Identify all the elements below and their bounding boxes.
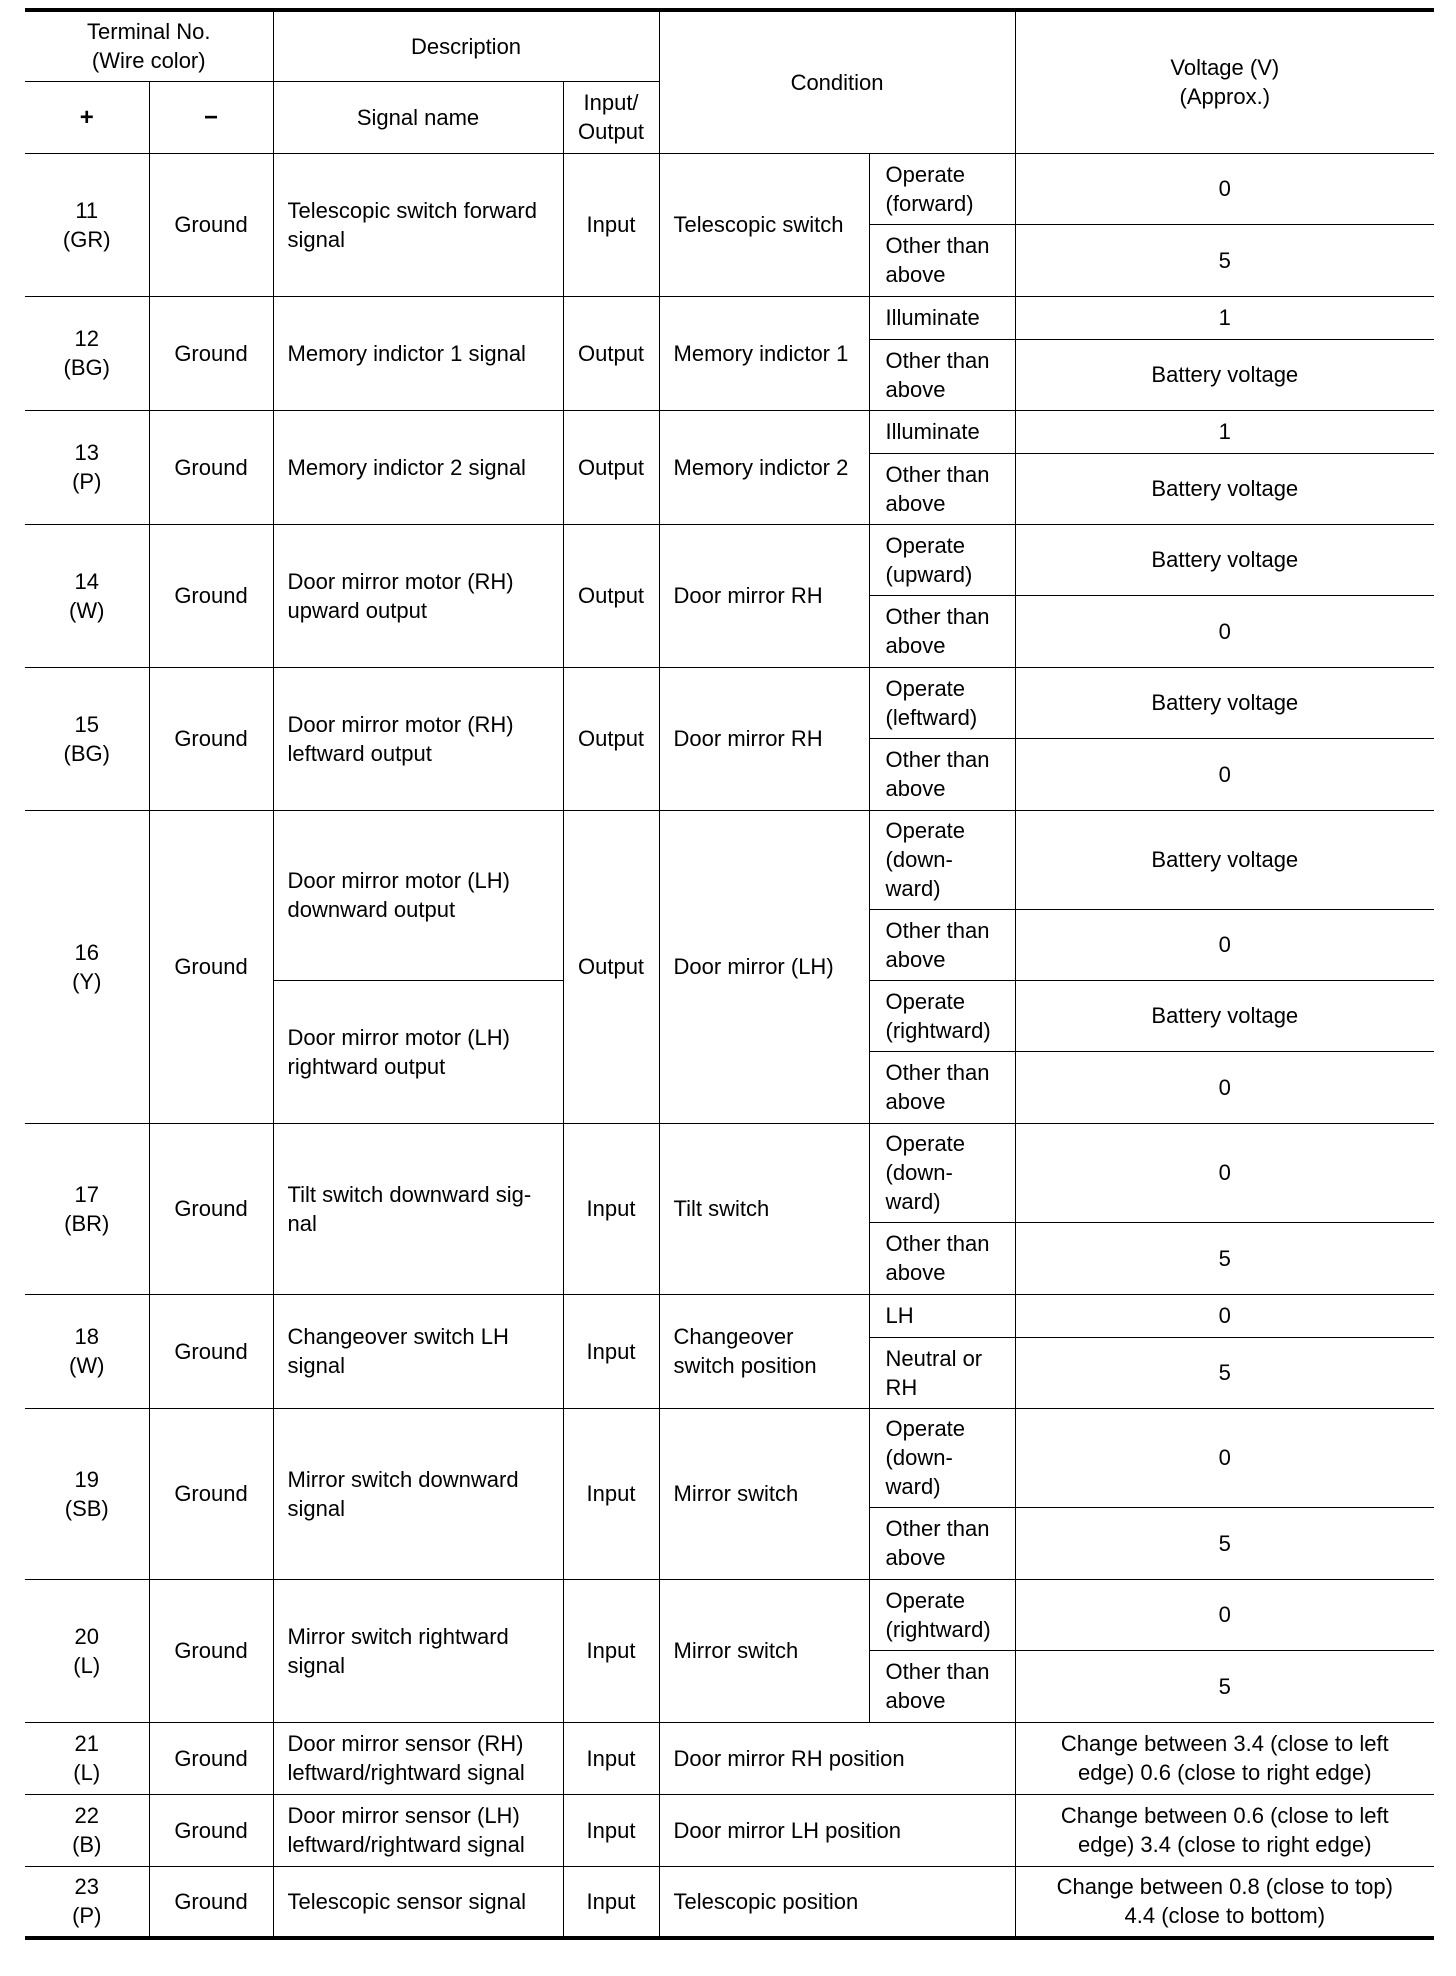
condition-state-cell — [869, 296, 1015, 339]
terminal-number: 18 — [74, 1324, 99, 1349]
terminal-spec-table — [25, 8, 1434, 1940]
condition-state-cell — [869, 738, 1015, 810]
voltage-value: 5 — [1218, 247, 1231, 273]
condition-state-line: Operate — [885, 818, 966, 843]
signal-name-line: Door mirror motor (LH) — [287, 868, 510, 893]
input-output-cell: Input — [563, 1794, 659, 1866]
voltage-cell — [1015, 738, 1434, 810]
condition-state-line: RH — [885, 1374, 918, 1400]
table-row — [25, 810, 1434, 909]
signal-name-line: Door mirror sensor (RH) — [287, 1731, 524, 1756]
condition-state-line: above — [885, 1545, 946, 1570]
condition-state-cell — [869, 909, 1015, 980]
voltage-cell — [1015, 980, 1434, 1051]
condition-state-line: Other than — [885, 1231, 990, 1256]
condition-state-line: Operate — [885, 675, 966, 701]
voltage-value: 0 — [1218, 176, 1231, 201]
condition-state-line: above — [885, 262, 946, 287]
condition-cell — [659, 1794, 1015, 1866]
condition-state-cell — [869, 453, 1015, 524]
terminal-header — [25, 10, 273, 81]
condition-cell — [659, 1579, 869, 1722]
condition-state-cell — [869, 980, 1015, 1051]
condition-state-cell — [869, 1294, 1015, 1337]
voltage-value: 4.4 (close to bottom) — [1124, 1903, 1326, 1929]
voltage-cell — [1015, 810, 1434, 909]
condition-state-line: (rightward) — [885, 1616, 991, 1642]
ground-cell: Ground — [149, 1294, 273, 1408]
voltage-cell — [1015, 1866, 1434, 1938]
wire-color: (W) — [69, 1353, 105, 1378]
voltage-cell — [1015, 224, 1434, 296]
signal-name-cell — [273, 410, 563, 524]
signal-name-line: upward output — [287, 597, 427, 623]
condition-state-cell — [869, 1408, 1015, 1507]
voltage-value: 1 — [1218, 419, 1231, 444]
input-output-cell: Output — [563, 296, 659, 410]
condition-state-line: Operate — [885, 532, 966, 558]
condition-state-cell — [869, 224, 1015, 296]
ground-cell: Ground — [149, 296, 273, 410]
wire-color-header-label: (Wire color) — [91, 48, 206, 74]
terminal-cell — [25, 296, 149, 410]
signal-name-line: Door mirror motor (RH) — [287, 711, 514, 737]
condition-state-line: Other than — [885, 747, 990, 772]
signal-name-line: downward output — [287, 897, 456, 922]
voltage-value: 0 — [1218, 1160, 1231, 1185]
voltage-value: Battery voltage — [1151, 547, 1299, 572]
voltage-value: 0 — [1218, 1303, 1231, 1328]
condition-state-line: Other than — [885, 1516, 990, 1541]
condition-state-cell — [869, 410, 1015, 453]
condition-cell — [659, 1722, 1015, 1794]
signal-name-header: Signal name — [273, 81, 563, 153]
condition-line: Door mirror RH — [673, 583, 823, 608]
condition-line: Telescopic switch — [673, 212, 844, 237]
condition-state-line: above — [885, 490, 946, 516]
condition-state-line: Operate — [885, 1131, 966, 1156]
input-output-cell: Output — [563, 524, 659, 667]
voltage-cell — [1015, 1722, 1434, 1794]
ground-cell: Ground — [149, 1123, 273, 1294]
plus-header: + — [25, 81, 149, 153]
voltage-value: Change between 0.8 (close to top) — [1056, 1874, 1393, 1900]
terminal-cell — [25, 1294, 149, 1408]
voltage-value: 0 — [1218, 1602, 1231, 1627]
condition-header: Condition — [659, 10, 1015, 153]
condition-state-line: above — [885, 633, 946, 658]
signal-name-line: leftward/rightward signal — [287, 1760, 525, 1785]
condition-line: Door mirror RH position — [673, 1745, 905, 1771]
condition-state-cell — [869, 524, 1015, 595]
signal-name-line: Mirror switch rightward — [287, 1623, 509, 1649]
signal-name-cell — [273, 1866, 563, 1938]
voltage-header-label: Voltage (V) — [1170, 55, 1280, 81]
terminal-number: 21 — [74, 1731, 99, 1756]
terminal-cell — [25, 524, 149, 667]
condition-state-line: Operate — [885, 1587, 966, 1613]
ground-cell: Ground — [149, 1794, 273, 1866]
voltage-cell — [1015, 595, 1434, 667]
terminal-cell — [25, 153, 149, 296]
terminal-cell — [25, 410, 149, 524]
condition-state-line: (forward) — [885, 190, 974, 216]
terminal-number: 11 — [75, 197, 99, 223]
condition-line: Changeover — [673, 1324, 794, 1349]
condition-line: Memory indictor 1 — [673, 340, 849, 366]
condition-cell — [659, 1123, 869, 1294]
ground-cell: Ground — [149, 1579, 273, 1722]
condition-state-cell — [869, 1650, 1015, 1722]
signal-name-line: signal — [287, 226, 345, 252]
signal-name-line: Memory indictor 2 signal — [287, 454, 526, 480]
approx-header-label: (Approx.) — [1179, 84, 1271, 110]
voltage-cell — [1015, 1294, 1434, 1337]
input-output-cell: Input — [563, 1579, 659, 1722]
condition-state-line: Other than — [885, 1659, 990, 1684]
terminal-number: 16 — [74, 939, 99, 965]
condition-line: Mirror switch — [673, 1481, 799, 1506]
condition-state-cell — [869, 339, 1015, 410]
voltage-cell — [1015, 1408, 1434, 1507]
table-row — [25, 296, 1434, 339]
condition-state-line: Neutral or — [885, 1345, 983, 1371]
condition-state-line: (down- — [885, 1445, 953, 1470]
terminal-number: 20 — [74, 1623, 99, 1649]
condition-cell — [659, 1408, 869, 1579]
signal-name-cell — [273, 1123, 563, 1294]
ground-cell: Ground — [149, 410, 273, 524]
signal-name-line: Tilt switch downward sig- — [287, 1181, 532, 1207]
wire-color: (L) — [73, 1652, 101, 1678]
condition-line: Telescopic position — [673, 1888, 859, 1914]
signal-name-cell — [273, 1294, 563, 1408]
condition-state-line: Operate — [885, 161, 966, 187]
input-output-cell: Input — [563, 1866, 659, 1938]
signal-name-cell — [273, 1408, 563, 1579]
ground-cell: Ground — [149, 1408, 273, 1579]
signal-name-cell — [273, 1579, 563, 1722]
terminal-cell — [25, 1579, 149, 1722]
signal-name-line: Telescopic sensor signal — [287, 1888, 526, 1914]
voltage-value: 5 — [1218, 1245, 1231, 1271]
condition-state-line: Operate — [885, 1416, 966, 1441]
condition-state-cell — [869, 1337, 1015, 1408]
terminal-cell — [25, 1794, 149, 1866]
table-row — [25, 524, 1434, 595]
table-row — [25, 1123, 1434, 1222]
voltage-cell — [1015, 1123, 1434, 1222]
wire-color: (BG) — [63, 740, 110, 766]
ground-cell: Ground — [149, 1722, 273, 1794]
terminal-cell — [25, 1408, 149, 1579]
table-row — [25, 1294, 1434, 1337]
condition-cell — [659, 296, 869, 410]
terminal-header-label: Terminal No. — [87, 19, 211, 45]
signal-name-line: leftward/rightward signal — [287, 1832, 525, 1857]
condition-state-line: Other than — [885, 604, 990, 629]
condition-line: switch position — [673, 1353, 817, 1378]
voltage-value: 0 — [1218, 1074, 1231, 1100]
ground-cell: Ground — [149, 1866, 273, 1938]
wire-color: (L) — [73, 1760, 101, 1785]
voltage-value: 0 — [1218, 932, 1231, 957]
input-output-cell: Input — [563, 153, 659, 296]
signal-name-line: Door mirror motor (LH) — [287, 1024, 510, 1050]
condition-cell — [659, 524, 869, 667]
ground-cell: Ground — [149, 667, 273, 810]
condition-cell — [659, 1866, 1015, 1938]
condition-state-line: ward) — [885, 876, 941, 901]
input-output-cell: Input — [563, 1408, 659, 1579]
voltage-cell — [1015, 1650, 1434, 1722]
table-row — [25, 1794, 1434, 1866]
condition-state-cell — [869, 667, 1015, 738]
table-row — [25, 1408, 1434, 1507]
voltage-cell — [1015, 410, 1434, 453]
voltage-value: 0 — [1218, 618, 1231, 644]
condition-state-line: (leftward) — [885, 704, 978, 730]
condition-line: Memory indictor 2 — [673, 454, 849, 480]
signal-name-line: leftward output — [287, 740, 432, 766]
condition-cell — [659, 810, 869, 1123]
voltage-value: Battery voltage — [1151, 476, 1299, 501]
condition-state-line: above — [885, 946, 946, 972]
ground-cell: Ground — [149, 153, 273, 296]
signal-name-line: nal — [287, 1210, 317, 1236]
voltage-value: 5 — [1218, 1360, 1231, 1385]
signal-name-cell — [273, 524, 563, 667]
condition-state-line: above — [885, 376, 946, 402]
voltage-value: Battery voltage — [1151, 1003, 1299, 1028]
voltage-value: Change between 3.4 (close to left — [1060, 1731, 1389, 1756]
voltage-cell — [1015, 524, 1434, 595]
condition-state-cell — [869, 1507, 1015, 1579]
voltage-cell — [1015, 296, 1434, 339]
condition-state-cell — [869, 1123, 1015, 1222]
terminal-cell — [25, 1722, 149, 1794]
condition-state-line: above — [885, 1688, 946, 1713]
terminal-cell — [25, 1866, 149, 1938]
voltage-cell — [1015, 453, 1434, 524]
voltage-cell — [1015, 667, 1434, 738]
condition-state-line: LH — [885, 1303, 914, 1328]
signal-name-line: Mirror switch downward — [287, 1466, 519, 1492]
input-output-cell: Input — [563, 1123, 659, 1294]
condition-line: Tilt switch — [673, 1196, 770, 1221]
output-header-label: Output — [578, 119, 645, 144]
condition-cell — [659, 1294, 869, 1408]
condition-state-line: (rightward) — [885, 1017, 991, 1043]
condition-line: Door mirror (LH) — [673, 954, 834, 979]
signal-name-cell — [273, 980, 563, 1123]
condition-state-line: Other than — [885, 1060, 990, 1085]
wire-color: (BG) — [63, 355, 110, 380]
terminal-cell — [25, 667, 149, 810]
signal-name-line: Door mirror sensor (LH) — [287, 1803, 520, 1828]
voltage-value: Battery voltage — [1151, 847, 1299, 872]
input-output-cell: Output — [563, 810, 659, 1123]
signal-name-cell — [273, 296, 563, 410]
terminal-cell — [25, 1123, 149, 1294]
wire-color: (B) — [72, 1832, 102, 1857]
voltage-value: 0 — [1218, 1445, 1231, 1470]
voltage-value: Battery voltage — [1151, 362, 1299, 387]
voltage-cell — [1015, 1579, 1434, 1650]
table-row — [25, 410, 1434, 453]
wire-color: (Y) — [72, 968, 102, 994]
voltage-header — [1015, 10, 1434, 153]
signal-name-line: signal — [287, 1495, 345, 1521]
table-row — [25, 153, 1434, 224]
signal-name-cell — [273, 810, 563, 980]
table-row — [25, 667, 1434, 738]
condition-state-cell — [869, 1579, 1015, 1650]
input-output-cell: Output — [563, 410, 659, 524]
condition-cell — [659, 667, 869, 810]
signal-name-line: Memory indictor 1 signal — [287, 340, 526, 366]
terminal-number: 15 — [74, 711, 99, 737]
signal-name-line: signal — [287, 1652, 345, 1678]
condition-state-cell — [869, 810, 1015, 909]
signal-name-cell — [273, 667, 563, 810]
condition-state-line: Operate — [885, 988, 966, 1014]
condition-line: Door mirror RH — [673, 726, 823, 751]
input-output-cell: Input — [563, 1294, 659, 1408]
terminal-cell — [25, 810, 149, 1123]
minus-header: − — [149, 81, 273, 153]
signal-name-line: rightward output — [287, 1053, 446, 1079]
condition-state-line: Other than — [885, 233, 990, 258]
signal-name-line: signal — [287, 1353, 345, 1378]
condition-cell — [659, 410, 869, 524]
voltage-value: 1 — [1218, 305, 1231, 330]
signal-name-line: Door mirror motor (RH) — [287, 568, 514, 594]
condition-state-line: (upward) — [885, 561, 973, 587]
table-row — [25, 1579, 1434, 1650]
ground-cell: Ground — [149, 810, 273, 1123]
voltage-value: 5 — [1218, 1530, 1231, 1556]
terminal-number: 13 — [74, 440, 99, 465]
input-output-cell: Input — [563, 1722, 659, 1794]
wire-color: (W) — [69, 597, 105, 623]
condition-state-cell — [869, 1051, 1015, 1123]
condition-state-line: above — [885, 1089, 946, 1114]
signal-name-line: Changeover switch LH — [287, 1324, 509, 1349]
condition-state-line: above — [885, 1260, 946, 1285]
ground-cell: Ground — [149, 524, 273, 667]
terminal-number: 14 — [74, 568, 99, 594]
condition-state-line: ward) — [885, 1474, 941, 1499]
voltage-value: 0 — [1218, 761, 1231, 787]
terminal-number: 19 — [74, 1466, 99, 1492]
terminal-number: 22 — [74, 1803, 99, 1828]
voltage-cell — [1015, 1507, 1434, 1579]
condition-state-line: ward) — [885, 1189, 941, 1214]
condition-state-line: above — [885, 776, 946, 801]
voltage-cell — [1015, 153, 1434, 224]
signal-name-cell — [273, 153, 563, 296]
input-header-label: Input/ — [583, 90, 639, 115]
voltage-cell — [1015, 1794, 1434, 1866]
voltage-cell — [1015, 339, 1434, 410]
wire-color: (P) — [72, 1903, 102, 1929]
input-output-header — [563, 81, 659, 153]
voltage-cell — [1015, 1337, 1434, 1408]
condition-state-line: Illuminate — [885, 305, 980, 330]
condition-line: Door mirror LH position — [673, 1817, 901, 1843]
voltage-value: edge) 0.6 (close to right edge) — [1078, 1760, 1372, 1785]
wire-color: (P) — [72, 469, 102, 494]
signal-name-line: Telescopic switch forward — [287, 197, 537, 223]
condition-state-cell — [869, 595, 1015, 667]
condition-state-line: Other than — [885, 347, 990, 373]
condition-state-line: (down- — [885, 847, 953, 872]
input-output-cell: Output — [563, 667, 659, 810]
voltage-value: Change between 0.6 (close to left — [1060, 1803, 1389, 1828]
signal-name-cell — [273, 1794, 563, 1866]
voltage-cell — [1015, 1222, 1434, 1294]
table-row — [25, 1722, 1434, 1794]
terminal-number: 17 — [74, 1181, 99, 1207]
condition-cell — [659, 153, 869, 296]
voltage-cell — [1015, 909, 1434, 980]
condition-state-line: Other than — [885, 461, 990, 487]
terminal-number: 12 — [74, 326, 99, 351]
voltage-value: 5 — [1218, 1673, 1231, 1699]
condition-state-cell — [869, 153, 1015, 224]
voltage-value: edge) 3.4 (close to right edge) — [1078, 1832, 1372, 1857]
description-header: Description — [273, 10, 659, 81]
wire-color: (GR) — [62, 226, 111, 252]
voltage-cell — [1015, 1051, 1434, 1123]
condition-state-line: Other than — [885, 917, 990, 943]
condition-line: Mirror switch — [673, 1638, 799, 1663]
wire-color: (SB) — [64, 1495, 109, 1521]
condition-state-cell — [869, 1222, 1015, 1294]
terminal-number: 23 — [74, 1874, 99, 1900]
table-row — [25, 1866, 1434, 1938]
condition-state-line: (down- — [885, 1160, 953, 1185]
voltage-value: Battery voltage — [1151, 690, 1299, 715]
signal-name-cell — [273, 1722, 563, 1794]
wire-color: (BR) — [64, 1210, 110, 1236]
condition-state-line: Illuminate — [885, 419, 980, 444]
